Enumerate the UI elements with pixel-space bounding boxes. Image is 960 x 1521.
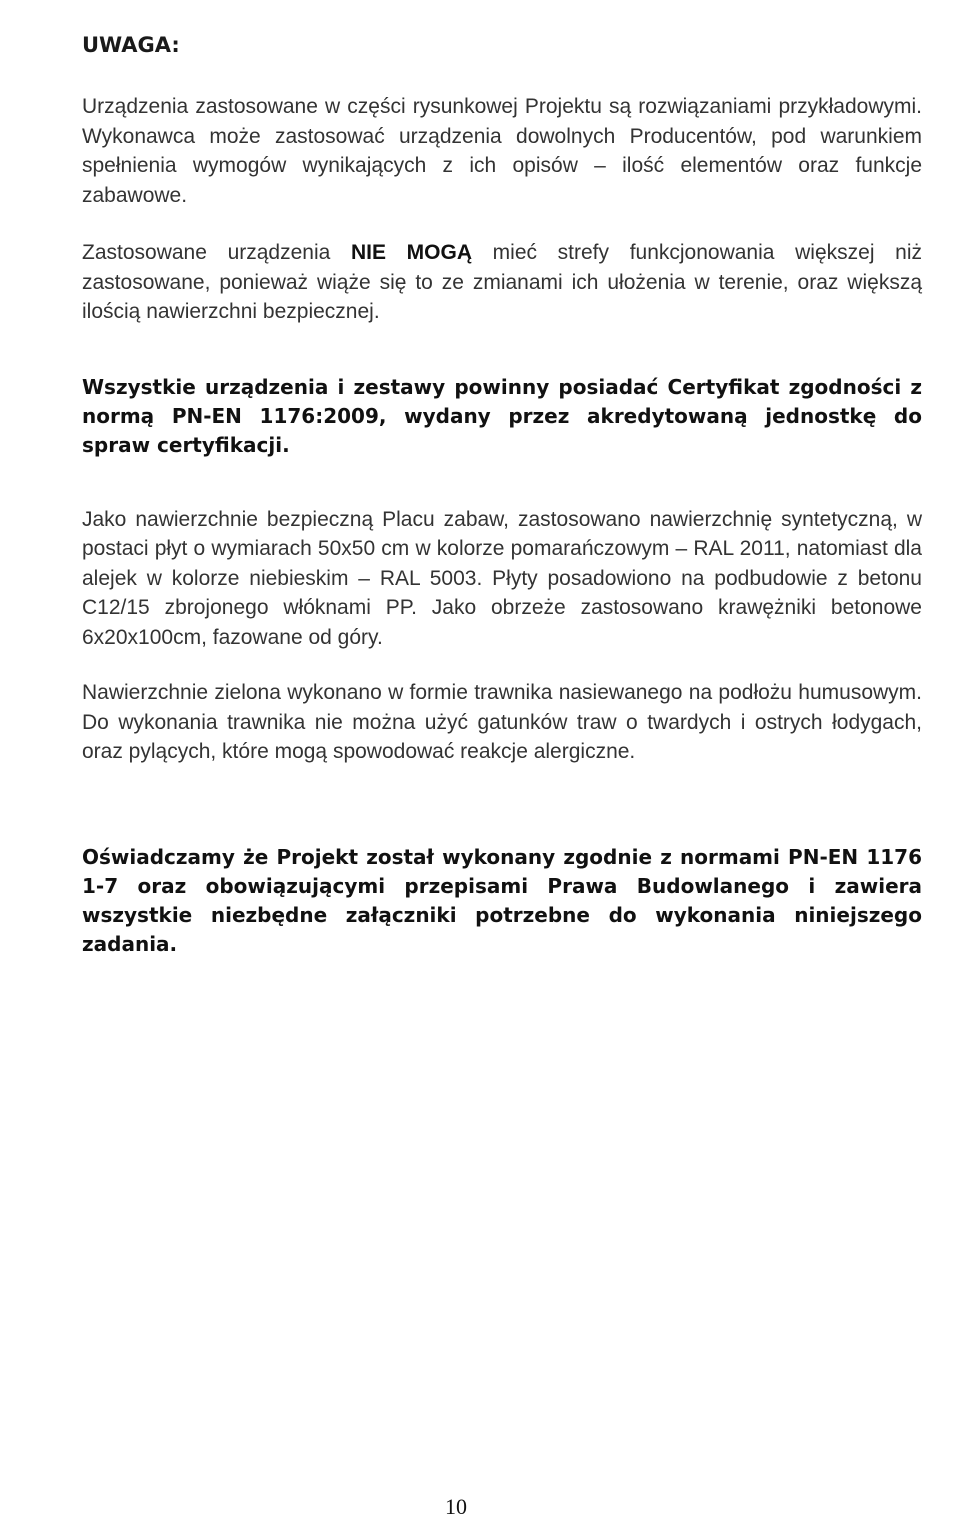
paragraph-functional-zones-start: Zastosowane urządzenia: [82, 241, 351, 264]
paragraph-functional-zones: [82, 238, 922, 327]
paragraph-certificate: Wszystkie urządzenia i zestawy powinny posiadać Certyfikat zgodności z normą PN-EN 1176:2009, wydany przez akredytowaną jednostkę do spraw certyfikacji.: [82, 374, 922, 457]
paragraph-safety-surface: Jako nawierzchnie bezpieczną Placu zabaw, zastosowano nawierzchnię syntetyczną, w postaci płyt o wymiarach 50x50 cm w kolorze pomarańczowym – RAL 2011, natomiast dla alejek w kolorze niebieskim – RAL 5003. Płyty posadowiono na podbudowie z betonu C12/15 zbrojonego włóknami PP. Jako obrzeże zastosowano krawężniki betonowe 6x20x100cm, fazowane od góry.: [82, 507, 922, 649]
paragraph-devices-examples: Urządzenia zastosowane w części rysunkowej Projektu są rozwiązaniami przykładowymi. Wykonawca może zastosować urządzenia dowolnych Producentów, pod warunkiem spełnienia wymogów wynikających z ich opisów – ilość elementów oraz funkcje zabawowe.: [82, 95, 922, 207]
document-page: [82, 30, 922, 959]
warning-heading: UWAGA:: [82, 33, 180, 57]
page-number: 10: [445, 1494, 467, 1519]
cannot-emphasis: NIE MOGĄ: [350, 241, 472, 264]
paragraph-green-surface: Nawierzchnie zielona wykonano w formie trawnika nasiewanego na podłożu humusowym. Do wykonania trawnika nie można użyć gatunków traw o twardych i ostrych łodygach, oraz pylących, które mogą spowodować reakcje alergiczne.: [82, 681, 922, 763]
paragraph-functional-zones-end: mieć strefy funkcjonowania większej niż zastosowane, ponieważ wiąże się to ze zmianami ich ułożenia w terenie, oraz większą ilością nawierzchni bezpiecznej.: [82, 241, 922, 323]
paragraph-declaration: Oświadczamy że Projekt został wykonany zgodnie z normami PN-EN 1176 1-7 oraz obowiązującymi przepisami Prawa Budowlanego i zawiera wszystkie niezbędne załączniki potrzebne do wykonania niniejszego zadania.: [82, 844, 922, 956]
